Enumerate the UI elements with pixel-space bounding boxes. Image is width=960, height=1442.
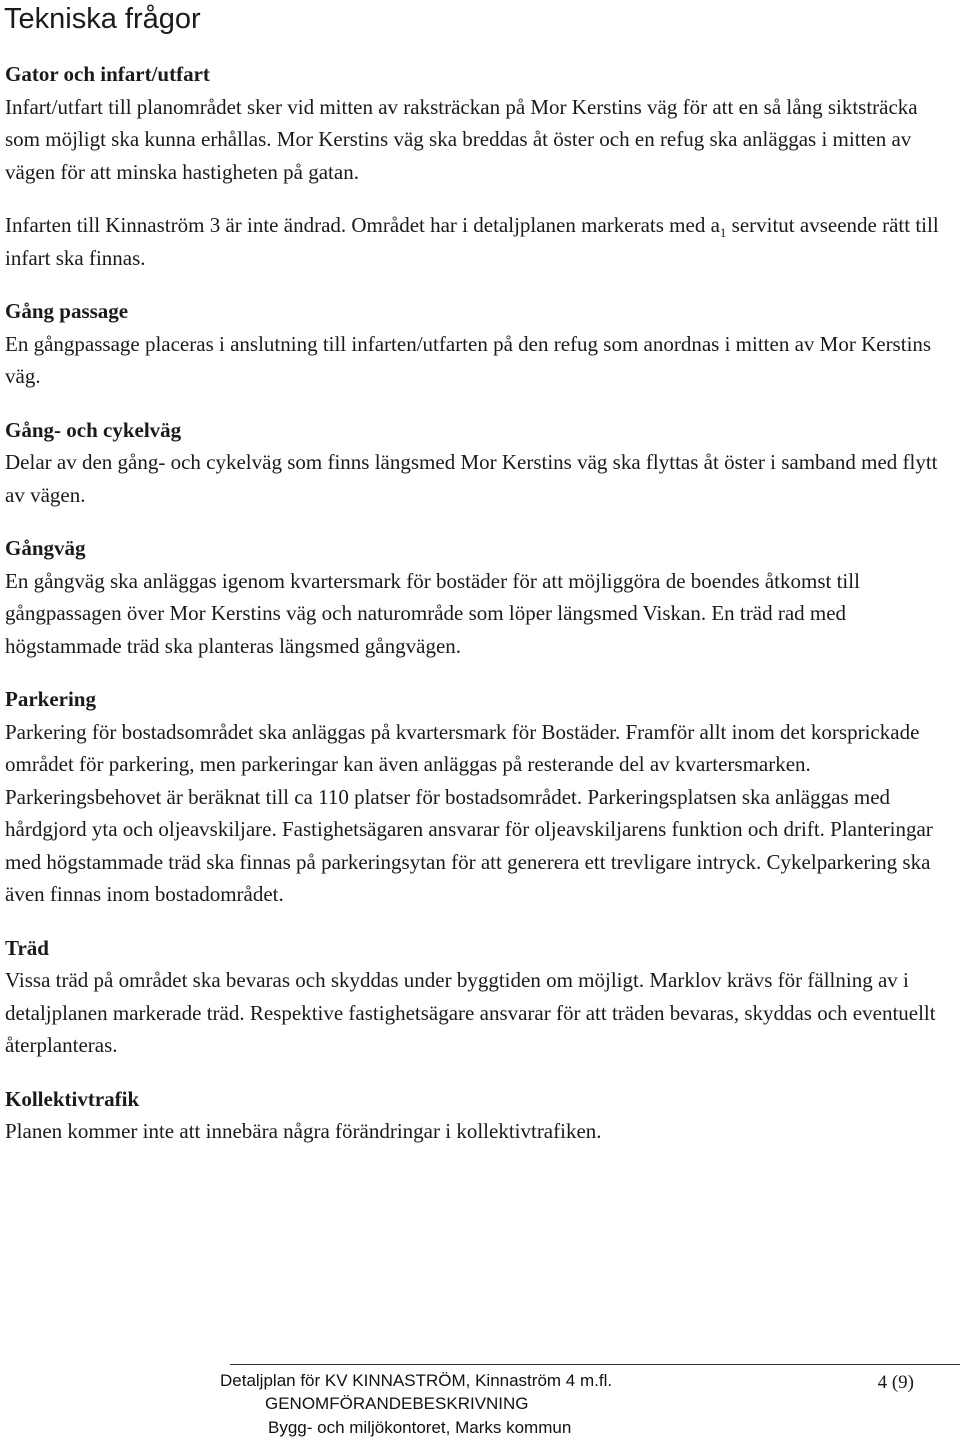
section-gangvag: [5, 532, 955, 662]
section-heading: Träd: [5, 935, 49, 960]
section-gator-infart-utfart: [5, 58, 955, 274]
section-heading: Gång- och cykelväg: [5, 417, 182, 442]
paragraph: Planen kommer inte att innebära några förändringar i kollektivtrafiken.: [5, 1119, 602, 1143]
paragraph: En gångpassage placeras i anslutning till infarten/utfarten på den refug som anordnas i mitten av Mor Kerstins väg.: [5, 331, 932, 388]
section-heading: Gång passage: [5, 299, 129, 323]
page-number: 4 (9): [877, 1372, 914, 1393]
section-gang-och-cykelvag: [5, 414, 955, 512]
section-trad: [5, 932, 955, 1062]
section-heading: Parkering: [5, 687, 96, 711]
section-heading: Kollektivtrafik: [5, 1086, 140, 1111]
subscript: 1: [719, 225, 727, 241]
section-heading: Gator och infart/utfart: [5, 62, 210, 86]
section-parkering: [5, 683, 955, 911]
paragraph: [5, 209, 955, 274]
section-gang-passage: [5, 295, 955, 393]
footer-document-type: GENOMFÖRANDEBESKRIVNING: [265, 1394, 529, 1413]
paragraph: Infart/utfart till planområdet sker vid mitten av raksträckan på Mor Kerstins väg för att en så lång siktsträcka som möjligt ska kunna erhållas. Mor Kerstins väg ska breddas åt öster och en refug ska anläggas i mitten av vägen för att minska hastigheten på gatan.: [5, 94, 918, 184]
footer-divider: [230, 1364, 960, 1365]
paragraph: Vissa träd på området ska bevaras och skyddas under byggtiden om möjligt. Marklov krävs för fällning av i detaljplanen markerade träd. Respektive fastighetsägare ansvarar för att träden bevaras, skyddas och eventuellt återplanteras.: [5, 968, 936, 1057]
section-kollektivtrafik: [5, 1083, 955, 1148]
paragraph-text: Infarten till Kinnaström 3 är inte ändrad. Området har i detaljplanen markerats med a: [5, 213, 720, 237]
paragraph: Delar av den gång- och cykelväg som finns längsmed Mor Kerstins väg ska flyttas åt öster i samband med flytt av vägen.: [5, 450, 938, 507]
paragraph-text: servitut avseende rätt till infart ska finnas.: [5, 213, 939, 270]
document-body: [5, 58, 955, 1148]
paragraph: En gångväg ska anläggas igenom kvartersmark för bostäder för att möjliggöra de boendes åtkomst till gångpassagen över Mor Kerstins väg och naturområde som löper längsmed Viskan. En träd rad med högstammade träd ska planteras längsmed gångvägen.: [5, 568, 860, 658]
page-title: Tekniska frågor: [4, 3, 201, 35]
footer-office: Bygg- och miljökontoret, Marks kommun: [268, 1418, 572, 1437]
section-heading: Gångväg: [5, 536, 86, 560]
paragraph: Parkering för bostadsområdet ska anläggas på kvartersmark för Bostäder. Framför allt inom det korsprickade området för parkering, men parkeringar kan även anläggas på resterande del av kvartersmarken. Parkeringsbehovet är beräknat till ca 110 platser för bostadsområdet. Parkeringsplatsen ska anläggas med hårdgjord yta och oljeavskiljare. Fastighetsägaren ansvarar för oljeavskiljarens funktion och drift. Planteringar med högstammade träd ska finnas på parkeringsytan för att generera ett trevligare intryck. Cykelparkering ska även finnas inom bostadområdet.: [5, 719, 933, 906]
footer-plan-title: Detaljplan för KV KINNASTRÖM, Kinnaström 4 m.fl.: [220, 1371, 613, 1390]
